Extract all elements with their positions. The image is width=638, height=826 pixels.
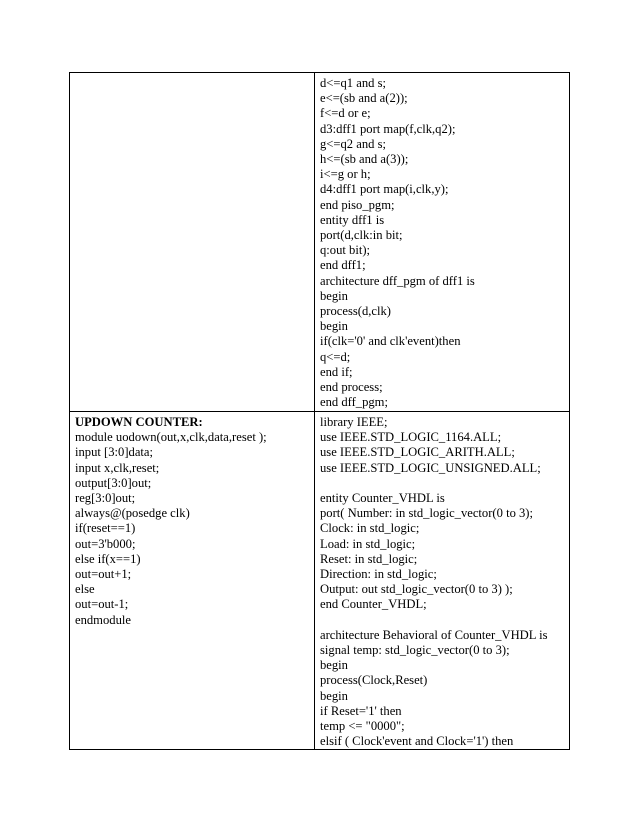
code-line: begin xyxy=(320,288,348,303)
code-line: Load: in std_logic; xyxy=(320,536,416,551)
code-line: library IEEE; xyxy=(320,415,388,429)
code-line: d3:dff1 port map(f,clk,q2); xyxy=(320,121,456,136)
code-line: if(clk='0' and clk'event)then xyxy=(320,334,461,349)
code-line: begin xyxy=(320,658,348,673)
code-line: endmodule xyxy=(75,612,131,627)
code-line: architecture dff_pgm of dff1 is xyxy=(320,273,475,288)
section-title: UPDOWN COUNTER: xyxy=(75,415,203,429)
code-line: port(d,clk:in bit; xyxy=(320,228,403,243)
code-line: begin xyxy=(320,319,348,334)
code-line: Clock: in std_logic; xyxy=(320,521,420,536)
code-line: module uodown(out,x,clk,data,reset ); xyxy=(75,430,267,445)
code-line: out=out-1; xyxy=(75,597,129,612)
code-line: if Reset='1' then xyxy=(320,703,402,718)
code-line: Reset: in std_logic; xyxy=(320,551,418,566)
code-line: Output: out std_logic_vector(0 to 3) ); xyxy=(320,582,513,597)
code-line: use IEEE.STD_LOGIC_1164.ALL; xyxy=(320,430,502,445)
code-line: d4:dff1 port map(i,clk,y); xyxy=(320,182,449,197)
code-line: use IEEE.STD_LOGIC_ARITH.ALL; xyxy=(320,445,515,460)
code-line: g<=q2 and s; xyxy=(320,136,386,151)
code-line: always@(posedge clk) xyxy=(75,506,190,521)
code-line: out=out+1; xyxy=(75,567,132,582)
code-line: q:out bit); xyxy=(320,243,371,258)
code-line: e<=(sb and a(2)); xyxy=(320,91,408,106)
code-lines xyxy=(320,76,564,410)
code-line: end dff_pgm; xyxy=(320,395,388,410)
code-line: input x,clk,reset; xyxy=(75,460,160,475)
code-line: if(reset==1) xyxy=(75,521,136,536)
code-line: entity Counter_VHDL is xyxy=(320,491,445,505)
code-line: end dff1; xyxy=(320,258,366,273)
code-line: end if; xyxy=(320,364,353,379)
code-line: end Counter_VHDL; xyxy=(320,597,427,612)
code-line: f<=d or e; xyxy=(320,106,371,121)
code-line: architecture Behavioral of Counter_VHDL is xyxy=(320,627,548,642)
vhdl-code-cell xyxy=(315,73,570,412)
code-line: begin xyxy=(320,688,348,703)
code-line: q<=d; xyxy=(320,349,351,364)
code-line xyxy=(320,476,564,491)
code-line: temp <= "0000"; xyxy=(320,719,405,734)
code-line: d<=q1 and s; xyxy=(320,76,386,90)
code-line: signal temp: std_logic_vector(0 to 3); xyxy=(320,643,510,658)
table-row xyxy=(70,73,570,412)
table-row xyxy=(70,412,570,750)
code-lines xyxy=(75,430,309,628)
code-line: else xyxy=(75,582,95,597)
code-line: Direction: in std_logic; xyxy=(320,567,437,582)
code-line xyxy=(320,613,564,628)
code-line: use IEEE.STD_LOGIC_UNSIGNED.ALL; xyxy=(320,460,541,475)
code-line: end piso_pgm; xyxy=(320,197,395,212)
verilog-cell-empty xyxy=(70,73,315,412)
code-line: reg[3:0]out; xyxy=(75,491,136,506)
code-lines xyxy=(320,415,564,749)
code-line: input [3:0]data; xyxy=(75,445,153,460)
code-line: end process; xyxy=(320,380,383,395)
code-line: process(Clock,Reset) xyxy=(320,673,428,688)
code-comparison-table xyxy=(69,72,570,750)
code-line: port( Number: in std_logic_vector(0 to 3); xyxy=(320,506,533,521)
verilog-code-cell xyxy=(70,412,315,750)
code-line: h<=(sb and a(3)); xyxy=(320,152,409,167)
code-line: else if(x==1) xyxy=(75,551,141,566)
code-line: elsif ( Clock'event and Clock='1') then xyxy=(320,734,514,749)
code-line: out=3'b000; xyxy=(75,536,136,551)
code-line: process(d,clk) xyxy=(320,304,391,319)
code-line: i<=g or h; xyxy=(320,167,371,182)
code-line: output[3:0]out; xyxy=(75,475,152,490)
vhdl-code-cell xyxy=(315,412,570,750)
code-line: entity dff1 is xyxy=(320,212,385,227)
